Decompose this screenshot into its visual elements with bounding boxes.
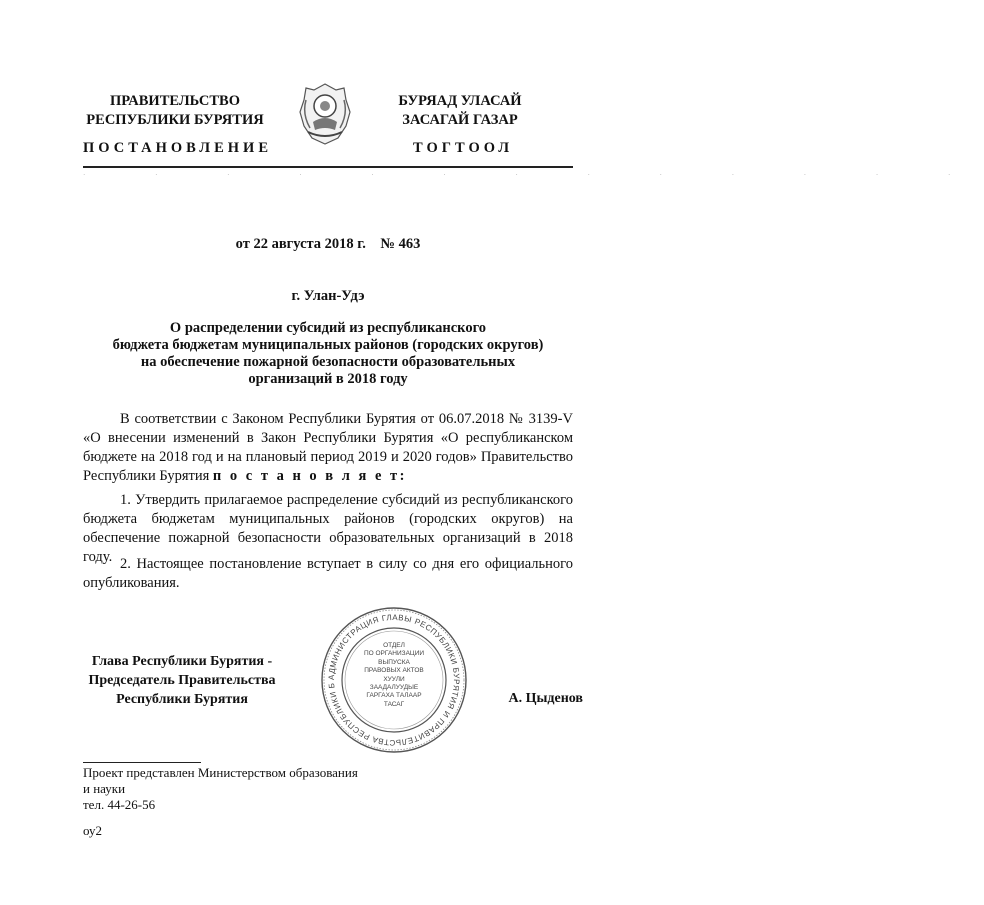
- right-header-line1: БУРЯАД УЛАСАЙ: [398, 93, 522, 109]
- title-line4: организаций в 2018 году: [248, 371, 408, 387]
- signatory-position: [82, 652, 282, 709]
- stamp-inner-text: [348, 642, 440, 709]
- right-header-line2: ЗАСАГАЙ ГАЗАР: [402, 112, 518, 128]
- signatory-name: А. Цыденов: [508, 691, 583, 706]
- left-header-line2: РЕСПУБЛИКИ БУРЯТИЯ: [86, 112, 264, 128]
- preamble-text: В соответствии с Законом Республики Бурятия от 06.07.2018 № 3139-V «О внесении изменений в Закон Республики Бурятия «О республиканском бюджете на 2018 год и на плановый период 2019 и 2020 годов» Правительство Республики Бурятия: [83, 411, 573, 484]
- stamp-line: ХУУЛИ: [383, 675, 405, 683]
- left-header-line1: ПРАВИТЕЛЬСТВО: [110, 93, 240, 109]
- stamp-line: ГАРГАХА ТАЛААР: [366, 692, 422, 700]
- position-line1: Глава Республики Бурятия -: [91, 654, 273, 669]
- position-line2: Председатель Правительства: [88, 673, 276, 688]
- stamp-line: ВЫПУСКА: [378, 658, 410, 666]
- footer-line3: тел. 44-26-56: [83, 797, 156, 812]
- right-header-org: [345, 92, 575, 130]
- footer-divider: [83, 762, 201, 763]
- stamp-line: ОТДЕЛ: [383, 642, 405, 649]
- right-document-type: ТОГТООЛ: [413, 140, 514, 156]
- stamp-line: ТАСАГ: [383, 700, 405, 708]
- title-line2: бюджета бюджетам муниципальных районов (городских округов): [112, 337, 544, 353]
- header-dotted-line: · · · · · · · · · · · · ·: [83, 171, 984, 179]
- stamp-line: ПРАВОВЫХ АКТОВ: [364, 667, 424, 675]
- decree-item-2: [83, 555, 573, 593]
- left-document-type: ПОСТАНОВЛЕНИЕ: [83, 140, 273, 156]
- date-and-number: от 22 августа 2018 г. № 463: [235, 236, 421, 252]
- header-divider: [83, 166, 573, 168]
- title-line1: О распределении субсидий из республиканского: [169, 320, 487, 336]
- position-line3: Республики Бурятия: [116, 692, 248, 707]
- footer-note: [83, 765, 358, 813]
- city: г. Улан-Удэ: [291, 288, 365, 304]
- coat-of-arms-emblem: [296, 80, 354, 148]
- footer-line1: Проект представлен Министерством образования: [83, 765, 358, 780]
- left-header-org: [60, 92, 290, 130]
- footer-code: оу2: [83, 823, 103, 838]
- stamp-ring-text: АДМИНИСТРАЦИЯ ГЛАВЫ РЕСПУБЛИКИ БУРЯТИЯ И ПРАВИТЕЛЬСТВА РЕСПУБЛИКИ Б: [326, 612, 462, 748]
- title-line3: на обеспечение пожарной безопасности образовательных: [140, 354, 516, 370]
- decree-item-1-text: 1. Утвердить прилагаемое распределение субсидий из республиканского бюджета бюджетам муниципальных районов (городских округов) на обеспечение пожарной безопасности образовательных организаций в 2018 году.: [83, 492, 573, 565]
- decree-word: п о с т а н о в л я е т:: [212, 468, 407, 484]
- footer-line2: и науки: [83, 781, 126, 796]
- stamp-line: ПО ОРГАНИЗАЦИИ: [363, 650, 425, 658]
- stamp-line: ЗААДАЛУУДЫЕ: [369, 684, 419, 692]
- preamble-paragraph: [83, 410, 573, 486]
- document-title: [83, 320, 573, 388]
- decree-item-2-text: 2. Настоящее постановление вступает в силу со дня его официального опубликования.: [83, 556, 573, 591]
- official-seal-stamp: [318, 604, 470, 756]
